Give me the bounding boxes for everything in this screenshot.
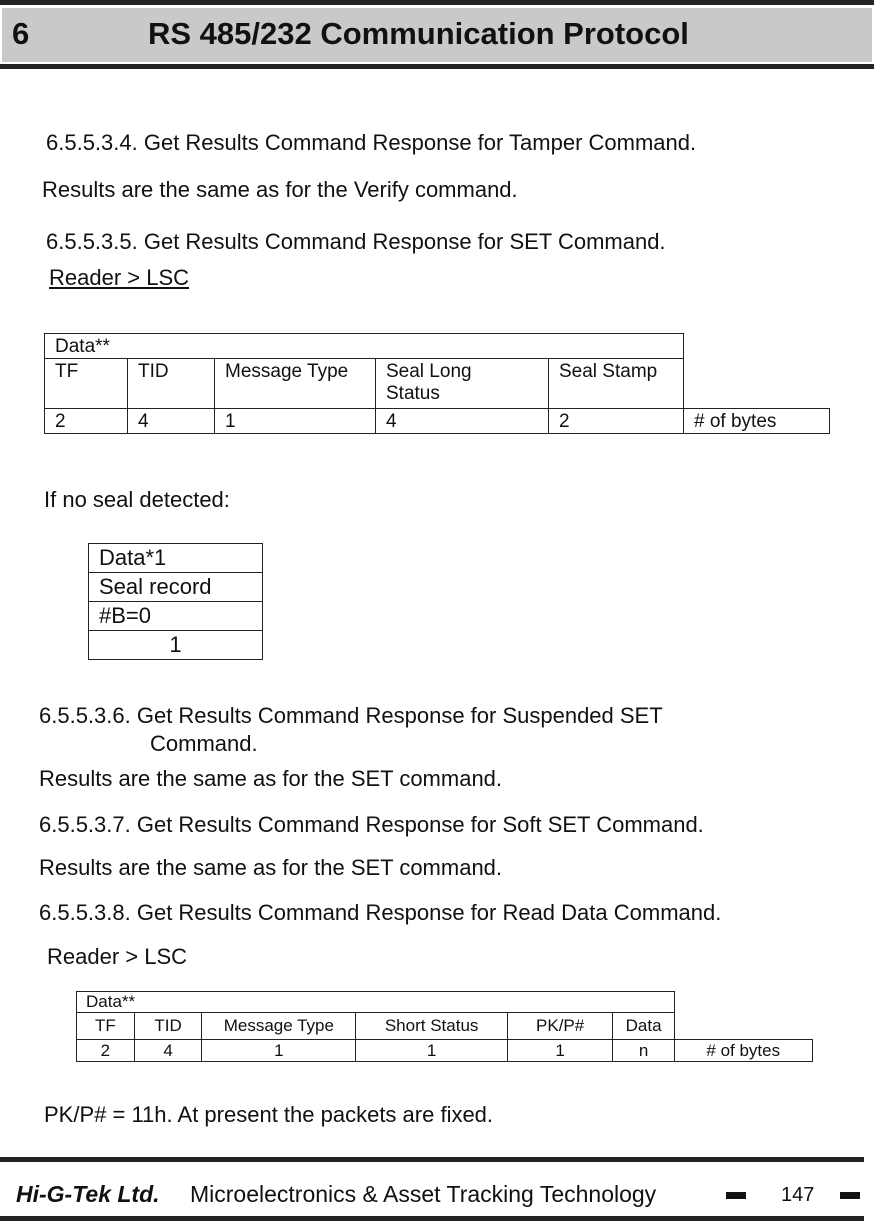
no-seal-row-byte-count: #B=0 — [89, 602, 263, 631]
header-tid: TID — [134, 1013, 202, 1040]
no-seal-label: If no seal detected: — [44, 487, 230, 512]
header-bottom-rule — [0, 64, 874, 69]
section-body-suspended-set: Results are the same as for the SET command. — [39, 766, 503, 791]
read-data-response-table — [76, 991, 813, 1062]
bytes-tid: 4 — [128, 409, 215, 434]
bytes-message-type: 1 — [215, 409, 376, 434]
pk-note: PK/P# = 11h. At present the packets are fixed. — [44, 1102, 494, 1127]
set-response-table — [44, 333, 830, 434]
header-message-type: Message Type — [202, 1013, 356, 1040]
section-heading-read-data: 6.5.5.3.8. Get Results Command Response for Read Data Command. — [39, 900, 722, 925]
company-tagline: Microelectronics & Asset Tracking Technology — [190, 1181, 657, 1207]
company-name: Hi-G-Tek Ltd. — [16, 1181, 160, 1207]
bytes-pk-p: 1 — [508, 1040, 613, 1062]
header-pk-p: PK/P# — [508, 1013, 613, 1040]
header-data: Data — [613, 1013, 675, 1040]
bytes-seal-stamp: 2 — [549, 409, 684, 434]
footer-top-rule — [0, 1157, 864, 1162]
data-group-header: Data** — [77, 992, 675, 1013]
header-tf: TF — [45, 359, 128, 409]
section-heading-suspended-set: 6.5.5.3.6. Get Results Command Response for Suspended SET — [39, 703, 663, 728]
header-seal-long-status: Seal Long Status — [376, 359, 549, 409]
footer-bottom-rule — [0, 1216, 864, 1221]
header-short-status: Short Status — [356, 1013, 508, 1040]
chapter-number: 6 — [12, 16, 30, 51]
no-seal-table — [88, 543, 263, 660]
bytes-data: n — [613, 1040, 675, 1062]
bytes-tid: 4 — [134, 1040, 202, 1062]
page-number: 147 — [781, 1184, 815, 1206]
section-body-soft-set: Results are the same as for the SET command. — [39, 855, 503, 880]
direction-label-read-data: Reader > LSC — [47, 944, 188, 969]
no-seal-row-size: 1 — [89, 631, 263, 660]
section-heading-tamper: 6.5.5.3.4. Get Results Command Response for Tamper Command. — [46, 130, 697, 155]
section-heading-soft-set: 6.5.5.3.7. Get Results Command Response for Soft SET Command. — [39, 812, 704, 837]
section-heading-set: 6.5.5.3.5. Get Results Command Response for SET Command. — [46, 229, 666, 254]
header-seal-stamp: Seal Stamp — [549, 359, 684, 409]
page-number-right-dash — [840, 1192, 860, 1199]
section-heading-suspended-set-cont: Command. — [150, 731, 258, 756]
bytes-tf: 2 — [77, 1040, 135, 1062]
bytes-label: # of bytes — [675, 1040, 813, 1062]
direction-label-set: Reader > LSC — [49, 265, 190, 290]
bytes-short-status: 1 — [356, 1040, 508, 1062]
no-seal-row-data: Data*1 — [89, 544, 263, 573]
header-tf: TF — [77, 1013, 135, 1040]
header-message-type: Message Type — [215, 359, 376, 409]
bytes-label: # of bytes — [684, 409, 830, 434]
page-header — [0, 0, 874, 68]
bytes-seal-long-status: 4 — [376, 409, 549, 434]
page-number-left-dash — [726, 1192, 746, 1199]
bytes-tf: 2 — [45, 409, 128, 434]
data-group-header: Data** — [45, 334, 684, 359]
section-body-tamper: Results are the same as for the Verify command. — [42, 177, 518, 202]
no-seal-row-seal-record: Seal record — [89, 573, 263, 602]
chapter-title: RS 485/232 Communication Protocol — [148, 16, 689, 51]
header-tid: TID — [128, 359, 215, 409]
header-top-rule — [0, 0, 874, 5]
bytes-message-type: 1 — [202, 1040, 356, 1062]
